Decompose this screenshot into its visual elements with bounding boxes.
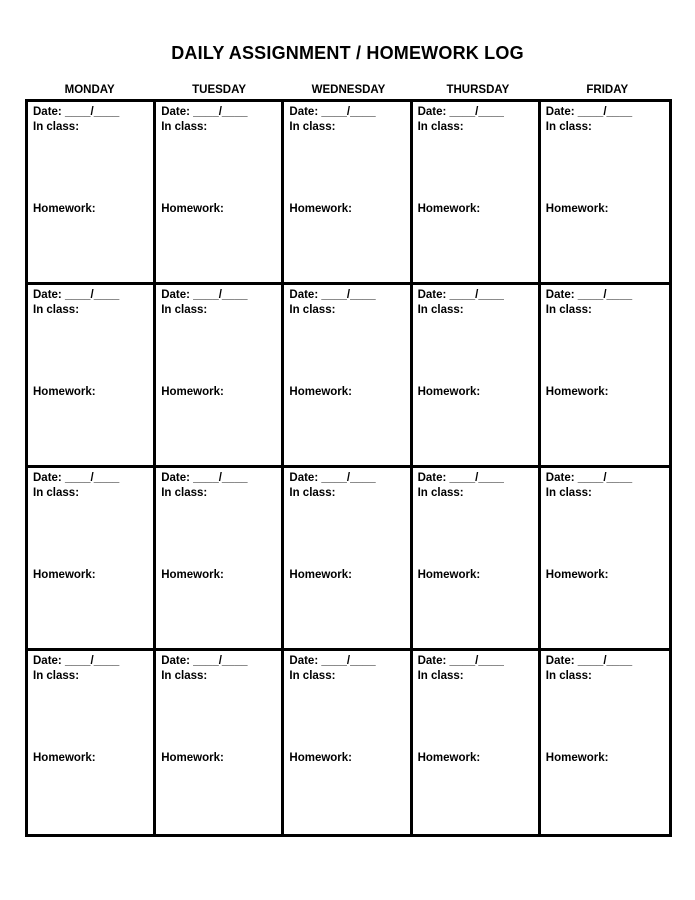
homework-label: Homework: — [545, 569, 609, 581]
homework-label: Homework: — [417, 752, 481, 764]
date-label: Date: ____/____ — [289, 289, 376, 301]
log-cell — [156, 651, 284, 834]
homework-label: Homework: — [545, 752, 609, 764]
homework-label: Homework: — [161, 203, 224, 215]
date-label: Date: ____/____ — [33, 106, 120, 118]
homework-label: Homework: — [33, 203, 96, 215]
log-cell — [28, 651, 156, 834]
date-label: Date: ____/____ — [417, 106, 504, 118]
in-class-label: In class: — [289, 121, 336, 133]
in-class-label: In class: — [33, 304, 80, 316]
log-cell — [28, 468, 156, 651]
date-label: Date: ____/____ — [545, 472, 633, 484]
log-cell — [28, 102, 156, 285]
log-cell — [156, 102, 284, 285]
homework-label: Homework: — [161, 569, 224, 581]
homework-log-grid — [25, 99, 672, 837]
date-label: Date: ____/____ — [545, 655, 633, 667]
log-cell — [541, 651, 669, 834]
in-class-label: In class: — [161, 487, 208, 499]
homework-label: Homework: — [289, 386, 353, 398]
in-class-label: In class: — [161, 121, 208, 133]
in-class-label: In class: — [289, 670, 336, 682]
log-cell — [156, 285, 284, 468]
date-label: Date: ____/____ — [161, 472, 248, 484]
log-cell — [413, 468, 541, 651]
in-class-label: In class: — [33, 670, 80, 682]
date-label: Date: ____/____ — [289, 472, 376, 484]
in-class-label: In class: — [417, 487, 464, 499]
homework-label: Homework: — [161, 386, 224, 398]
date-label: Date: ____/____ — [161, 106, 248, 118]
in-class-label: In class: — [417, 670, 464, 682]
homework-label: Homework: — [33, 569, 96, 581]
log-cell — [413, 285, 541, 468]
log-cell — [28, 285, 156, 468]
homework-label: Homework: — [289, 569, 353, 581]
date-label: Date: ____/____ — [33, 655, 120, 667]
in-class-label: In class: — [545, 121, 592, 133]
day-header-wednesday: WEDNESDAY — [311, 84, 386, 96]
homework-label: Homework: — [161, 752, 224, 764]
homework-label: Homework: — [33, 386, 96, 398]
date-label: Date: ____/____ — [289, 655, 376, 667]
in-class-label: In class: — [161, 304, 208, 316]
log-cell — [413, 651, 541, 834]
date-label: Date: ____/____ — [417, 472, 504, 484]
day-header-thursday: THURSDAY — [446, 84, 510, 96]
date-label: Date: ____/____ — [417, 289, 504, 301]
date-label: Date: ____/____ — [161, 655, 248, 667]
in-class-label: In class: — [545, 487, 592, 499]
date-label: Date: ____/____ — [161, 289, 248, 301]
date-label: Date: ____/____ — [33, 472, 120, 484]
date-label: Date: ____/____ — [33, 289, 120, 301]
in-class-label: In class: — [33, 487, 80, 499]
day-header-friday: FRIDAY — [586, 84, 629, 96]
day-header-tuesday: TUESDAY — [192, 84, 247, 96]
homework-label: Homework: — [289, 752, 353, 764]
homework-label: Homework: — [417, 569, 481, 581]
in-class-label: In class: — [289, 487, 336, 499]
date-label: Date: ____/____ — [545, 289, 633, 301]
log-cell — [541, 468, 669, 651]
homework-label: Homework: — [545, 203, 609, 215]
log-cell — [413, 102, 541, 285]
page-title: DAILY ASSIGNMENT / HOMEWORK LOG — [171, 43, 524, 63]
homework-label: Homework: — [417, 203, 481, 215]
log-cell — [284, 651, 412, 834]
date-label: Date: ____/____ — [289, 106, 376, 118]
log-cell — [284, 468, 412, 651]
homework-label: Homework: — [289, 203, 353, 215]
in-class-label: In class: — [417, 304, 464, 316]
day-header-row — [25, 84, 672, 96]
in-class-label: In class: — [545, 304, 592, 316]
date-label: Date: ____/____ — [417, 655, 504, 667]
log-cell — [541, 102, 669, 285]
in-class-label: In class: — [545, 670, 592, 682]
log-cell — [541, 285, 669, 468]
date-label: Date: ____/____ — [545, 106, 633, 118]
in-class-label: In class: — [33, 121, 80, 133]
log-cell — [156, 468, 284, 651]
log-cell — [284, 285, 412, 468]
homework-label: Homework: — [417, 386, 481, 398]
in-class-label: In class: — [161, 670, 208, 682]
day-header-monday: MONDAY — [64, 84, 115, 96]
log-cell — [284, 102, 412, 285]
in-class-label: In class: — [417, 121, 464, 133]
in-class-label: In class: — [289, 304, 336, 316]
homework-label: Homework: — [33, 752, 96, 764]
homework-label: Homework: — [545, 386, 609, 398]
